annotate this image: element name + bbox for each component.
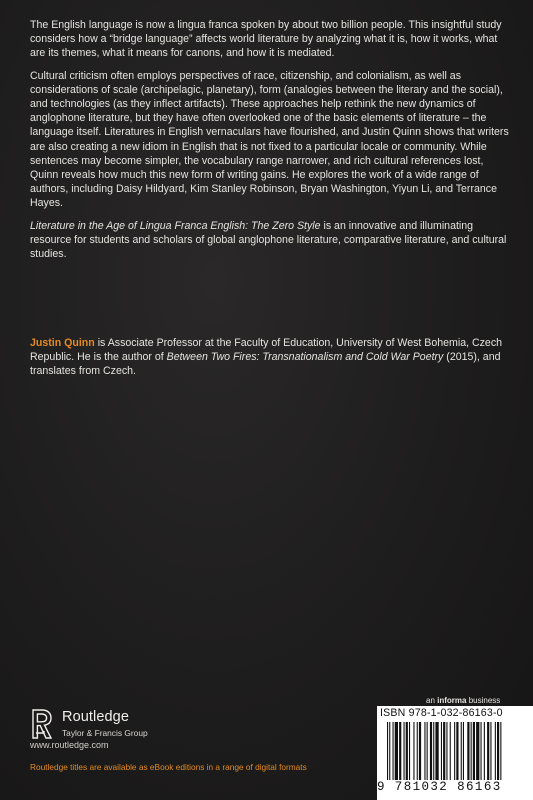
barcode-bar: [387, 722, 388, 780]
barcode-bar: [484, 722, 485, 780]
informa-word: informa: [437, 696, 467, 705]
isbn-number: ISBN 978-1-032-86163-0: [380, 707, 503, 719]
barcode-bar: [446, 722, 447, 780]
barcode-bar: [500, 722, 501, 780]
informa-suffix: business: [466, 696, 501, 705]
publisher-group: Taylor & Francis Group: [62, 728, 148, 738]
barcode-bar: [495, 722, 496, 780]
barcode-bar: [419, 722, 421, 780]
barcode-bar: [490, 722, 491, 780]
barcode-bar: [471, 722, 472, 780]
barcode-bar: [393, 722, 394, 780]
author-bio-text-1: is Associate Professor at the Faculty of Education, University of West Bohemia, Czech Republic. He is the author of: [30, 337, 503, 364]
barcode-bar: [417, 722, 418, 780]
barcode-bar: [389, 722, 390, 780]
author-bio: [30, 336, 512, 379]
barcode-bar: [430, 722, 432, 780]
barcode-bar: [463, 722, 464, 780]
barcode-bar: [473, 722, 475, 780]
barcode-bar: [476, 722, 479, 780]
barcode-bar: [404, 722, 405, 780]
author-bio-text-2: (2015), and translates from Czech.: [30, 351, 501, 378]
barcode-bar: [413, 722, 414, 780]
barcode-bar: [433, 722, 434, 780]
barcode-bar: [409, 722, 410, 780]
blurb-paragraph-3-text: is an innovative and illuminating resource for students and scholars of global anglophone literature, comparative literature, and cultural studies.: [30, 219, 507, 261]
barcode-bar: [454, 722, 455, 780]
publisher-name: Routledge: [62, 709, 130, 725]
publisher-url: www.routledge.com: [30, 740, 109, 750]
blurb-paragraph-3: [30, 219, 512, 262]
barcode-bar: [435, 722, 438, 780]
publisher-logo: [30, 708, 200, 742]
blurb-paragraph-1: The English language is now a lingua franca spoken by about two billion people. This insightful study considers how a “bridge language” affects world literature by analyzing what it is, how it works, what are its themes, what it means for canons, and how it is mediated.: [30, 19, 502, 60]
barcode: [387, 722, 529, 780]
barcode-bar: [461, 722, 462, 780]
barcode-bar: [487, 722, 489, 780]
author-previous-book: Between Two Fires: Transnationalism and Cold War Poetry: [166, 351, 444, 364]
barcode-bar: [427, 722, 428, 780]
author-name: Justin Quinn: [30, 337, 95, 349]
barcode-bar: [424, 722, 425, 780]
barcode-digits: 9 781032 86163: [377, 780, 502, 794]
informa-prefix: an: [426, 696, 438, 705]
blurb: [30, 18, 512, 261]
ebook-note: Routledge titles are available as eBook editions in a range of digital formats: [30, 762, 307, 772]
routledge-logo-icon: [30, 708, 54, 740]
barcode-bar: [441, 722, 442, 780]
barcode-bar: [399, 722, 401, 780]
barcode-bar: [481, 722, 482, 780]
barcode-bar: [450, 722, 451, 780]
barcode-bar: [406, 722, 408, 780]
barcode-bar: [395, 722, 398, 780]
barcode-bar: [443, 722, 445, 780]
blurb-paragraph-2: Cultural criticism often employs perspectives of race, citizenship, and colonialism, as well as considerations of scale (archipelagic, planetary), form (analogies between the literary and the social), and technologies (as they inflect artifacts). These approaches help rethink the new dynamics of anglophone literature, but they have often overlooked one of the basic elements of literature – the language itself. Literatures in English vernaculars have flourished, and Justin Quinn shows that writers are also creating a new idiom in English that is not fixed to a particular locale or community. While sentences may become simpler, the vocabulary range narrower, and rich cultural references lost, Quinn reveals how much this new form of writing gains. He explores the work of a wide range of authors, including Daisy Hildyard, Kim Stanley Robinson, Bryan Washington, Yiyun Li, and Terrance Hayes.: [30, 69, 509, 210]
barcode-bar: [497, 722, 499, 780]
barcode-panel: [377, 706, 533, 800]
barcode-bar: [467, 722, 469, 780]
book-title: Literature in the Age of Lingua Franca English: The Zero Style: [30, 219, 321, 232]
barcode-bar: [456, 722, 458, 780]
informa-business: [426, 696, 500, 705]
